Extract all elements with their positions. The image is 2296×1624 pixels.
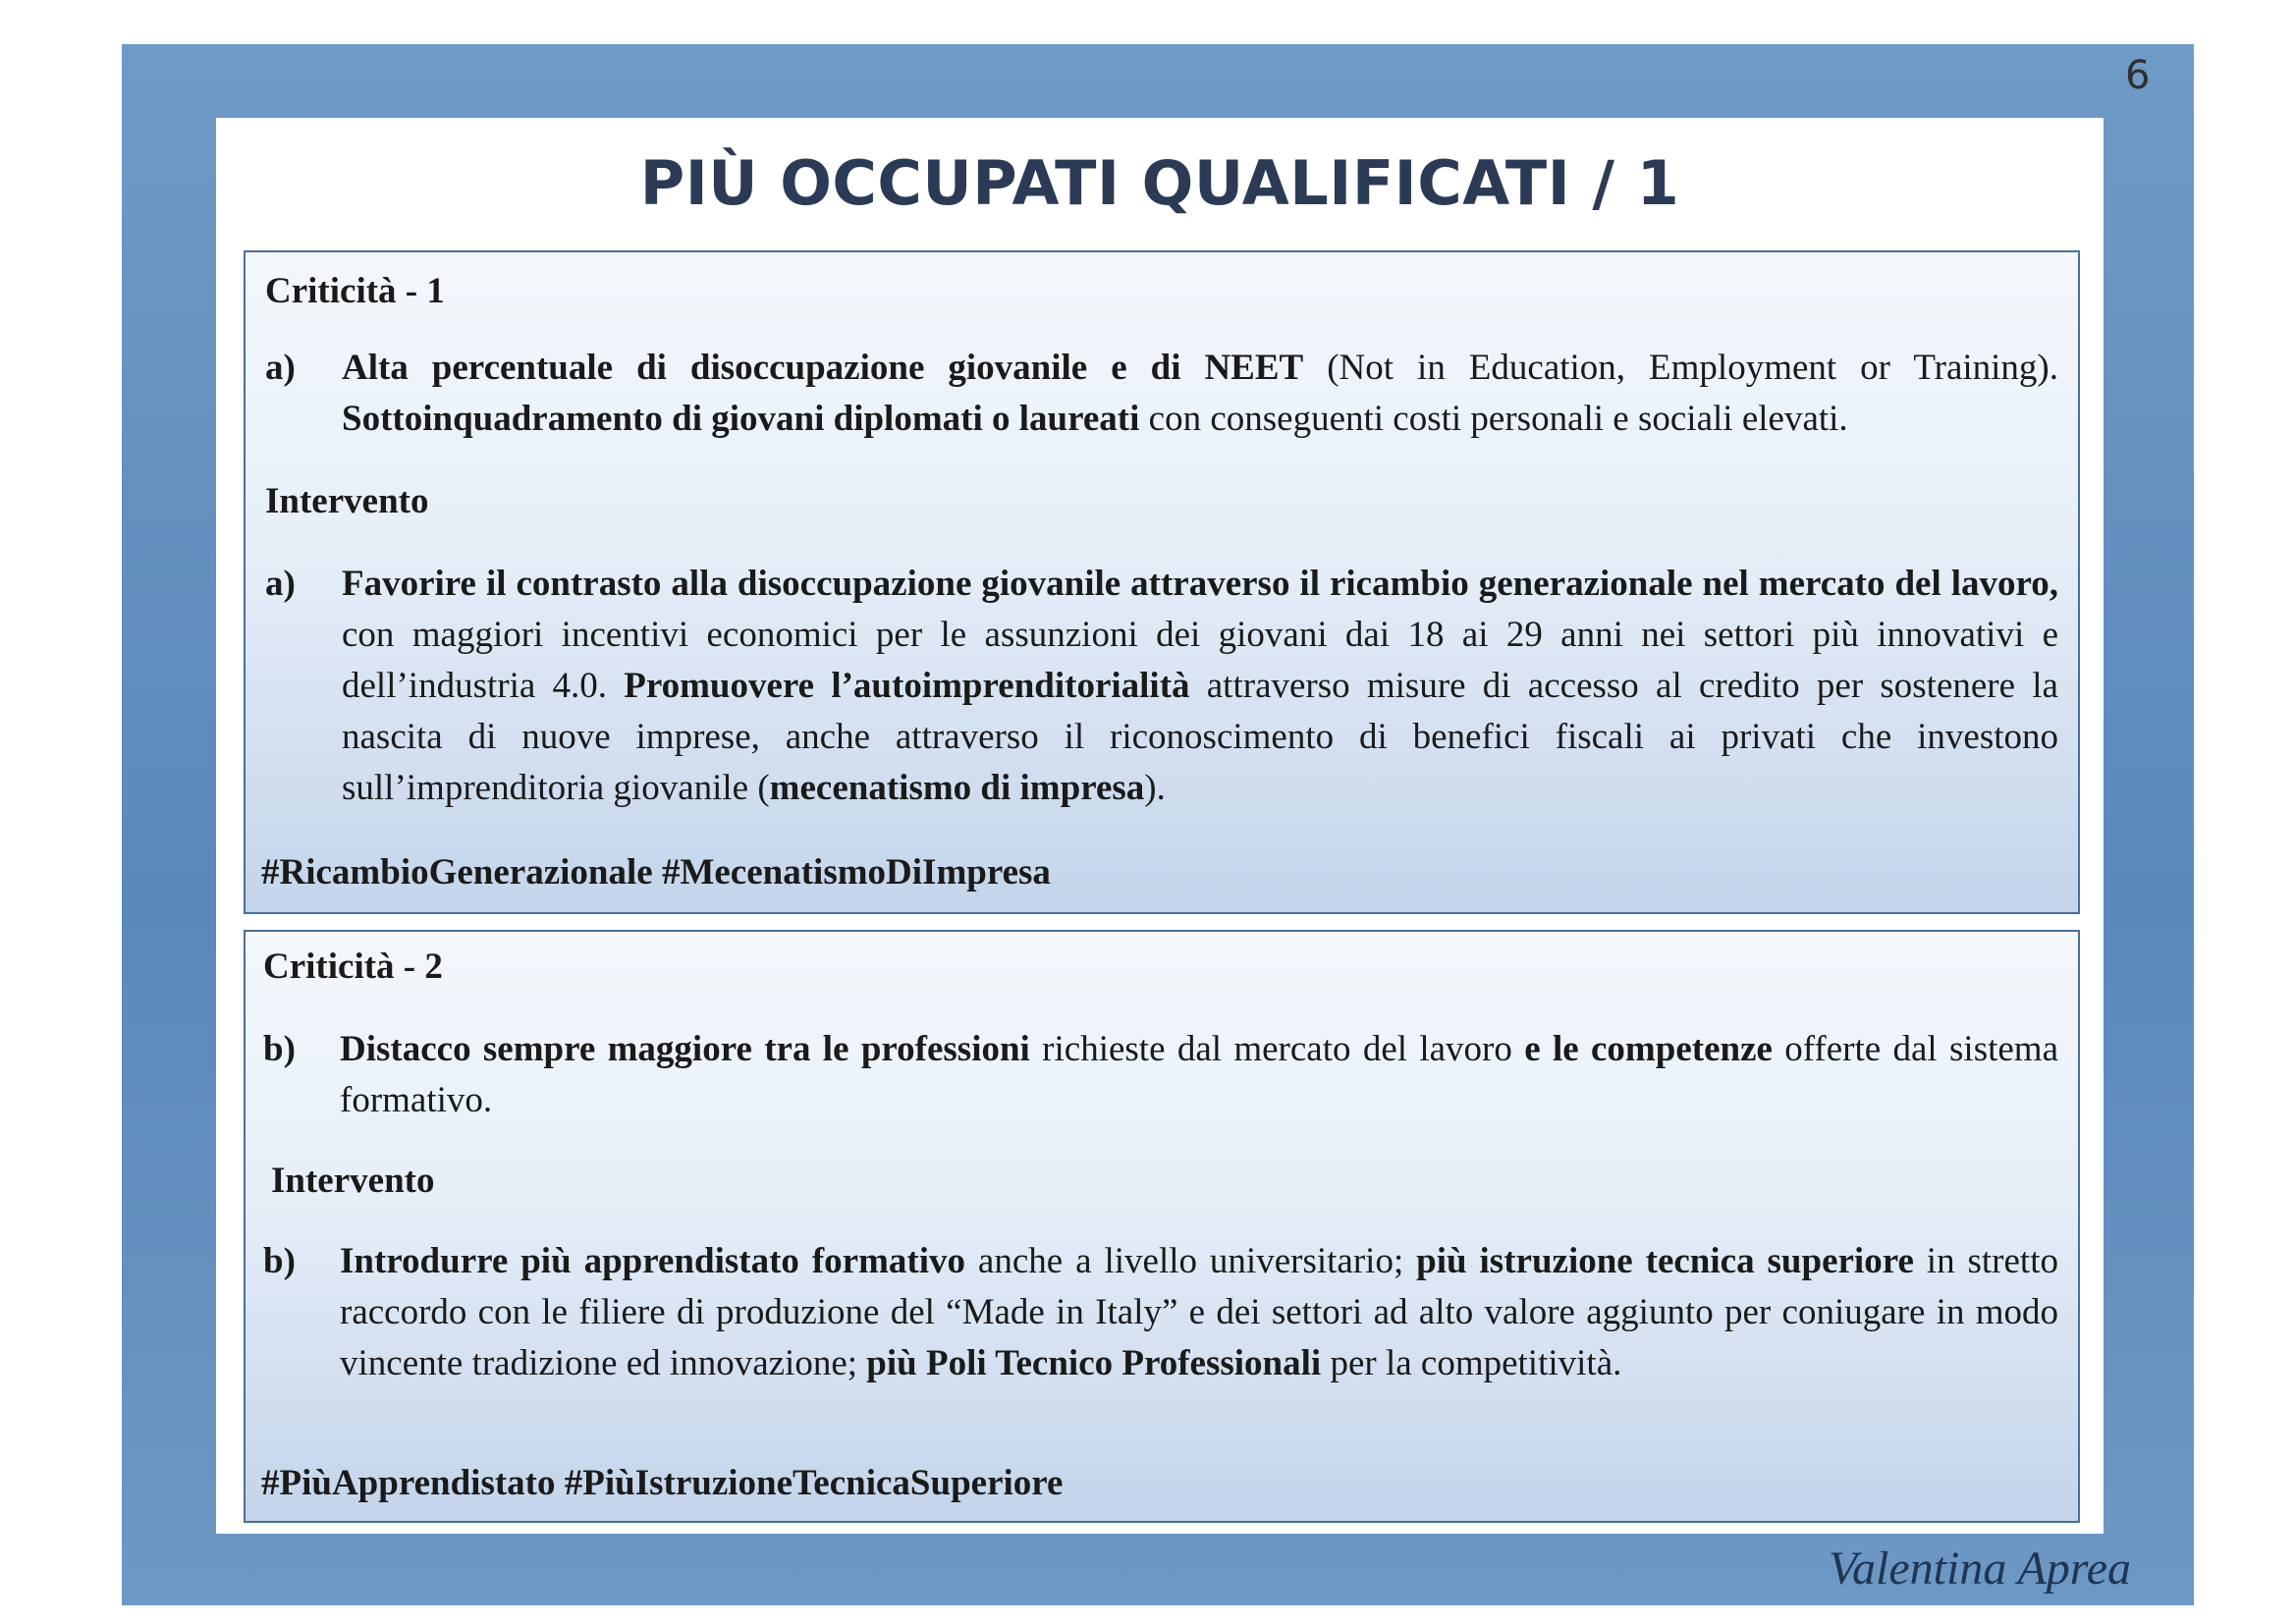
criticita-1-item (265, 343, 2058, 451)
item-marker: b) (263, 1241, 296, 1281)
author-signature: Valentina Aprea (1829, 1543, 2131, 1595)
page-number: 6 (2125, 53, 2151, 98)
criticita-1-box (244, 250, 2080, 914)
item-marker: b) (263, 1029, 296, 1069)
criticita-2-item (263, 1024, 2058, 1132)
item-text: Distacco sempre maggiore tra le professioni richieste dal mercato del lavoro e le competenze offerte dal sistema formativo. (340, 1029, 2059, 1120)
hashtags-1: #RicambioGenerazionale #MecenatismoDiImpresa (261, 852, 1051, 893)
hashtags-2: #PiùApprendistato #PiùIstruzioneTecnicaSuperiore (261, 1463, 1064, 1503)
criticita-2-heading: Criticità - 2 (263, 947, 443, 987)
intervento-1-item (265, 559, 2058, 824)
item-marker: a) (265, 564, 296, 604)
item-text: Alta percentuale di disoccupazione giovanile e di NEET (Not in Education, Employment or Training). Sottoinquadramento di giovani diplomati o laureati con conseguenti costi personali e sociali elevati. (342, 348, 2059, 439)
page-title: PIÙ OCCUPATI QUALIFICATI / 1 (639, 147, 1680, 219)
intervento-2-item (263, 1236, 2058, 1448)
item-text: Introdurre più apprendistato formativo anche a livello universitario; più istruzione tecnica superiore in stretto raccordo con le filiere di produzione del “Made in Italy” e dei settori ad alto valore aggiunto per coniugare in modo vincente tradizione ed innovazione; più Poli Tecnico Professionali per la competitività. (340, 1241, 2058, 1383)
intervento-1-heading: Intervento (265, 481, 429, 521)
intervento-2-heading: Intervento (271, 1161, 435, 1201)
item-text: Favorire il contrasto alla disoccupazione giovanile attraverso il ricambio generazionale nel mercato del lavoro, con maggiori incentivi economici per le assunzioni dei giovani dai 18 ai 29 anni nei settori più innovativi e dell’industria 4.0. Promuovere l’autoimprenditorialità attraverso misure di accesso al credito per sostenere la nascita di nuove imprese, anche attraverso il riconoscimento di benefici fiscali ai privati che investono sull’imprenditoria giovanile (mecenatismo di impresa). (342, 564, 2058, 808)
item-marker: a) (265, 348, 296, 388)
criticita-1-heading: Criticità - 1 (265, 271, 445, 311)
criticita-2-box (244, 930, 2080, 1523)
